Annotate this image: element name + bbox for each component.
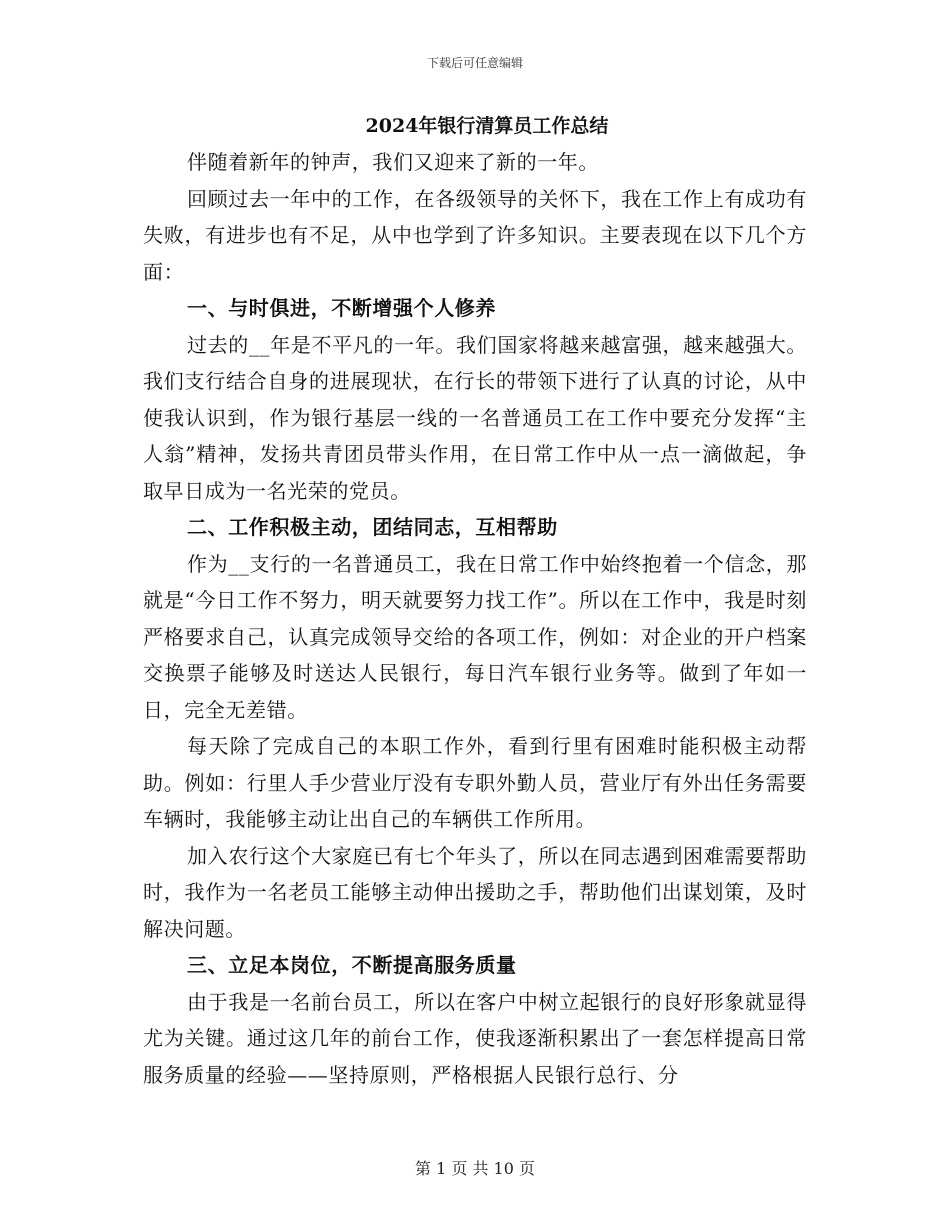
document-title: 2024年银行清算员工作总结	[365, 115, 609, 137]
paragraph: 过去的__年是不平凡的一年。我们国家将越来越富强，越来越强大。我们支行结合自身的进展现状，在行长的带领下进行了认真的讨论，从中使我认识到，作为银行基层一线的一名普通员工在工作中要充分发挥“主人翁”精神，发扬共青团员带头作用，在日常工作中从一点一滴做起，争取早日成为一名光荣的党员。	[143, 332, 807, 503]
paragraph: 加入农行这个大家庭已有七个年头了，所以在同志遇到困难需要帮助时，我作为一名老员工能够主动伸出援助之手，帮助他们出谋划策，及时解决问题。	[143, 843, 807, 941]
section-heading: 一、与时俱进，不断增强个人修养	[187, 296, 496, 320]
paragraph: 作为__支行的一名普通员工，我在日常工作中始终抱着一个信念，那就是“今日工作不努力，明天就要努力找工作”。所以在工作中，我是时刻严格要求自己，认真完成领导交给的各项工作，例如：对企业的开户档案交换票子能够及时送达人民银行，每日汽车银行业务等。做到了年如一日，完全无差错。	[143, 551, 807, 722]
header-note: 下载后可任意编辑	[426, 56, 523, 70]
paragraph: 由于我是一名前台员工，所以在客户中树立起银行的良好形象就显得尤为关键。通过这几年的前台工作，使我逐渐积累出了一套怎样提高日常服务质量的经验——坚持原则，严格根据人民银行总行、分	[143, 989, 807, 1087]
section-heading: 三、立足本岗位，不断提高服务质量	[187, 953, 517, 977]
paragraph: 每天除了完成自己的本职工作外，看到行里有困难时能积极主动帮助。例如：行里人手少营业厅没有专职外勤人员，营业厅有外出任务需要车辆时，我能够主动让出自己的车辆供工作所用。	[143, 734, 807, 831]
page-number: 第 1 页 共 10 页	[415, 1159, 535, 1178]
paragraph: 回顾过去一年中的工作，在各级领导的关怀下，我在工作上有成功有失败，有进步也有不足，从中也学到了许多知识。主要表现在以下几个方面：	[143, 186, 807, 284]
section-heading: 二、工作积极主动，团结同志，互相帮助	[187, 515, 558, 539]
document-body	[143, 108, 807, 1093]
paragraph: 伴随着新年的钟声，我们又迎来了新的一年。	[187, 150, 599, 174]
